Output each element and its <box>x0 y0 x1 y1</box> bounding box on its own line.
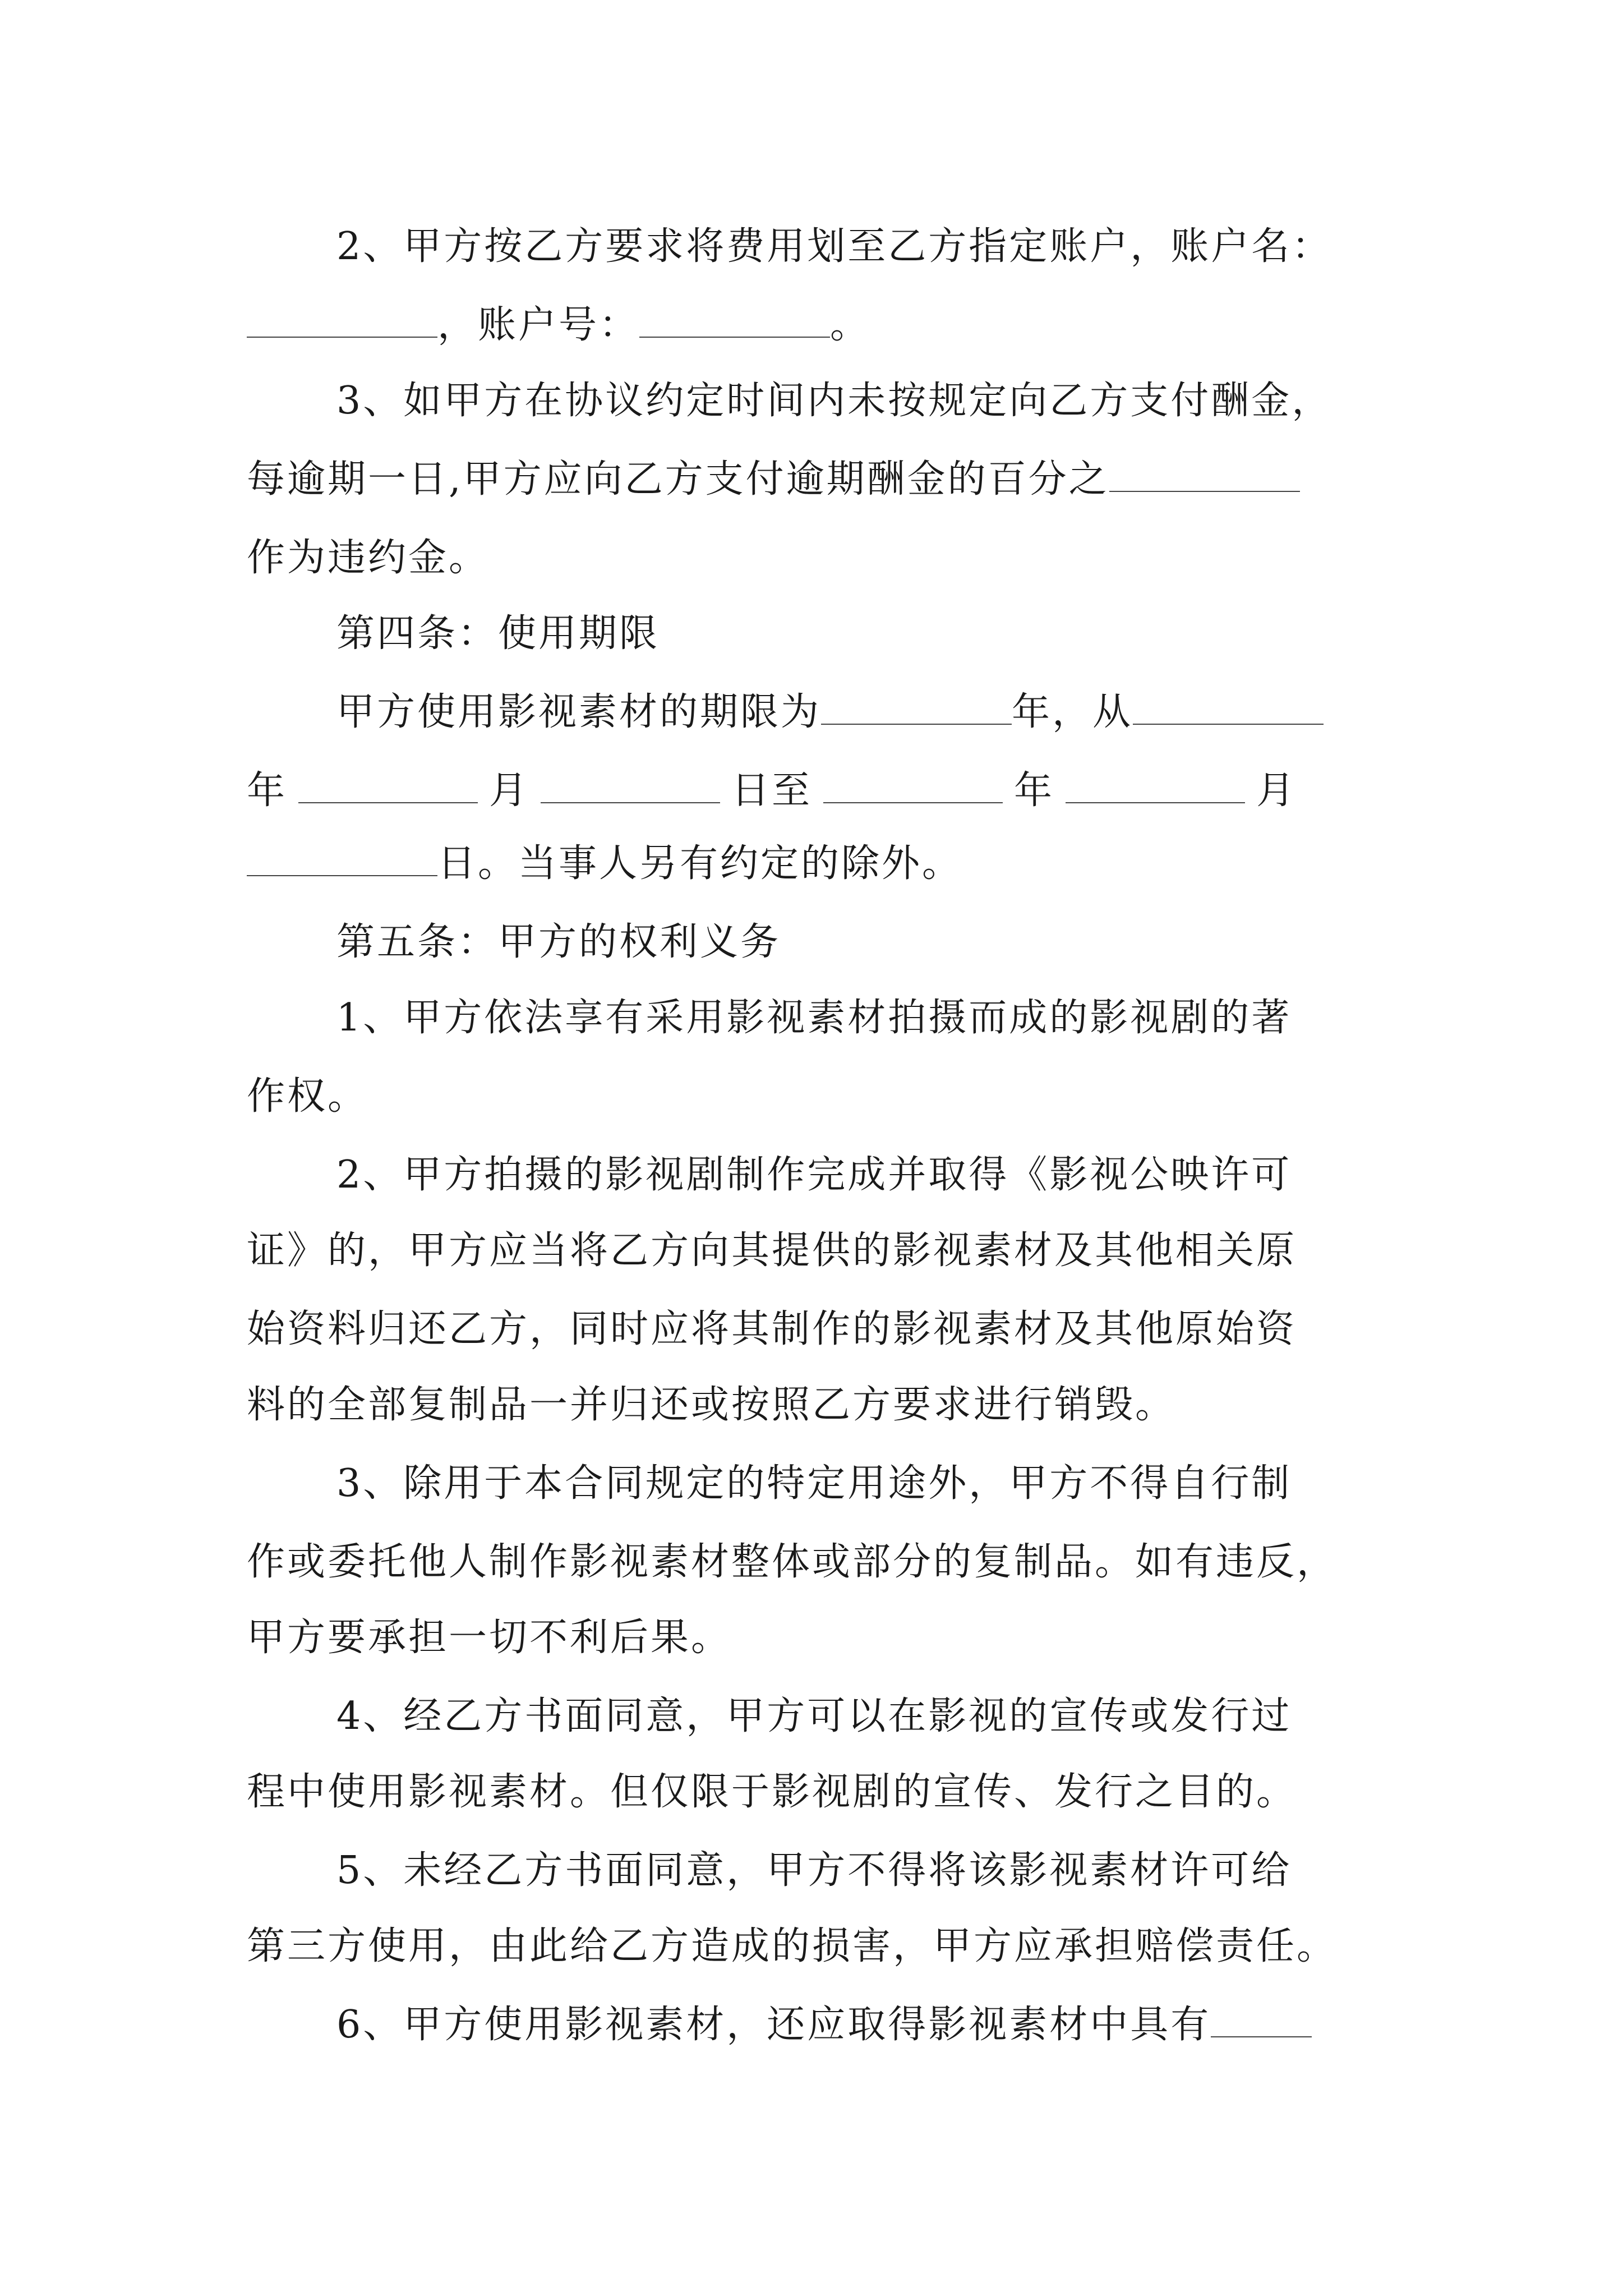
section-heading: 第五条：甲方的权利义务 <box>336 920 781 964</box>
end-day-blank <box>247 844 437 876</box>
article-4-heading <box>247 600 1481 668</box>
article-5-item-2-line-4 <box>247 1372 1391 1439</box>
article-5-item-3-line-3 <box>247 1604 1391 1672</box>
clause-text: 2、甲方拍摄的影视剧制作完成并取得《影视公映许可 <box>336 1153 1292 1197</box>
clause-text: 程中使用影视素材。但仅限于影视剧的宣传、发行之目的。 <box>247 1770 1297 1814</box>
clause-text: 6、甲方使用影视素材，还应取得影视素材中具有 <box>336 2003 1211 2047</box>
clause-text: ，账户号： <box>437 303 640 347</box>
article-5-heading <box>247 909 1481 976</box>
article-5-item-1-line-1 <box>247 984 1481 1052</box>
article-4-line-2 <box>247 757 1391 825</box>
clause-text: 甲方要承担一切不利后果。 <box>247 1616 732 1660</box>
article-5-item-2-line-3 <box>247 1296 1391 1363</box>
clause-text: 日。当事人另有约定的除外。 <box>437 841 963 886</box>
rights-holder-blank <box>1211 2005 1312 2037</box>
clause-text: 3、除用于本合同规定的特定用途外，甲方不得自行制 <box>336 1461 1292 1506</box>
clause-text: 每逾期一日,甲方应向乙方支付逾期酬金的百分之 <box>247 457 1109 501</box>
clause-text: 料的全部复制品一并归还或按照乙方要求进行销毁。 <box>247 1383 1176 1427</box>
article-5-item-5-line-2 <box>247 1913 1391 1980</box>
clause-3-line-3 <box>247 524 1391 592</box>
clause-text: 作为违约金。 <box>247 536 490 580</box>
clause-text: 证》的，甲方应当将乙方向其提供的影视素材及其他相关原 <box>247 1228 1297 1273</box>
account-number-blank <box>639 305 830 338</box>
clause-text: 2、甲方按乙方要求将费用划至乙方指定账户，账户名： <box>336 224 1332 269</box>
clause-text: 日至 <box>731 769 813 813</box>
clause-text: 。 <box>830 303 871 347</box>
clause-text: 月 <box>1256 769 1297 813</box>
clause-text: 作或委托他人制作影视素材整体或部分的复制品。如有违反， <box>247 1540 1338 1584</box>
start-day-blank <box>541 771 720 803</box>
clause-text: 甲方使用影视素材的期限为 <box>336 690 822 734</box>
clause-text: 1、甲方依法享有采用影视素材拍摄而成的影视剧的著 <box>336 996 1292 1040</box>
article-5-item-1-line-2 <box>247 1063 1391 1130</box>
clause-text: 年 <box>247 769 288 813</box>
clause-text: 月 <box>489 769 530 813</box>
section-heading: 第四条：使用期限 <box>336 611 660 656</box>
article-4-line-1 <box>247 679 1481 746</box>
clause-text: 3、如甲方在协议约定时间内未按规定向乙方支付酬金， <box>336 379 1332 423</box>
clause-text: 5、未经乙方书面同意，甲方不得将该影视素材许可给 <box>336 1848 1292 1893</box>
clause-text: 第三方使用，由此给乙方造成的损害，甲方应承担赔偿责任。 <box>247 1924 1338 1968</box>
clause-text: 始资料归还乙方，同时应将其制作的影视素材及其他原始资 <box>247 1307 1297 1351</box>
article-5-item-6-line-1 <box>247 1991 1481 2059</box>
article-5-item-4-line-1 <box>247 1683 1481 1750</box>
article-5-item-4-line-2 <box>247 1759 1391 1826</box>
article-4-line-3 <box>247 830 1391 898</box>
clause-text: 年 <box>1014 769 1055 813</box>
clause-3-line-1 <box>247 367 1481 435</box>
clause-text: 4、经乙方书面同意，甲方可以在影视的宣传或发行过 <box>336 1694 1292 1738</box>
end-year-blank <box>823 771 1003 803</box>
start-month-blank <box>298 771 478 803</box>
clause-3-line-2 <box>247 446 1391 513</box>
article-5-item-3-line-2 <box>247 1529 1391 1596</box>
penalty-percent-blank <box>1109 459 1300 492</box>
article-5-item-3-line-1 <box>247 1450 1481 1517</box>
clause-2-line-1 <box>247 213 1481 280</box>
start-year-blank <box>1133 692 1324 725</box>
article-5-item-2-line-2 <box>247 1217 1391 1285</box>
article-5-item-2-line-1 <box>247 1142 1481 1209</box>
term-years-blank <box>821 692 1012 725</box>
clause-2-line-2 <box>247 292 1391 359</box>
article-5-item-5-line-1 <box>247 1837 1481 1904</box>
end-month-blank <box>1066 771 1245 803</box>
account-name-blank <box>247 305 437 338</box>
clause-text: 作权。 <box>247 1074 368 1119</box>
clause-text: 年，从 <box>1012 690 1133 734</box>
